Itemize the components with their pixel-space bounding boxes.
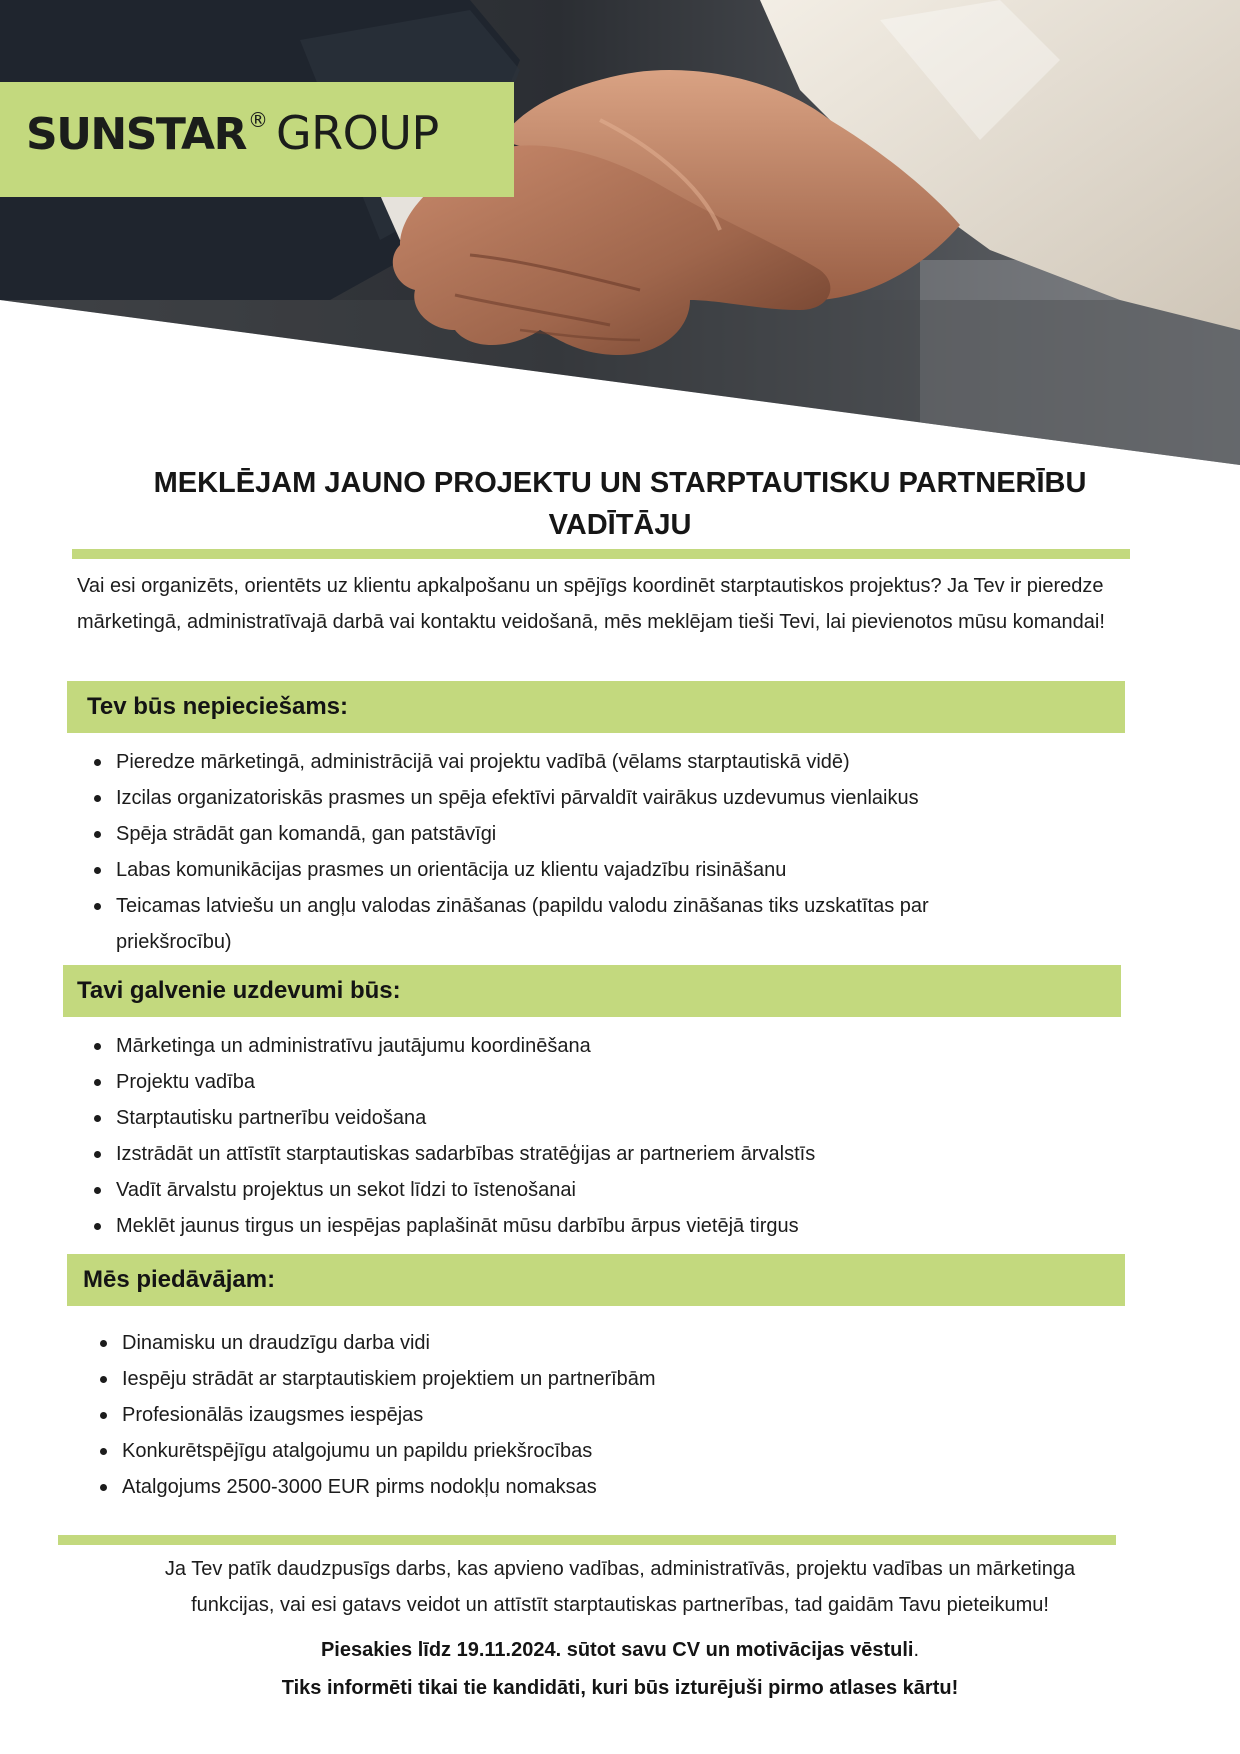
closing-line-1: Ja Tev patīk daudzpusīgs darbs, kas apvieno vadības, administratīvās, projektu vadības un mārketinga xyxy=(164,1558,1076,1580)
list-item: Iespēju strādāt ar starptautiskiem projektiem un partnerībām xyxy=(94,1361,1094,1397)
deadline-period: . xyxy=(913,1639,920,1661)
deadline-text: Piesakies līdz 19.11.2024. sūtot savu CV un motivācijas vēstuli xyxy=(320,1639,914,1661)
list-item: Dinamisku un draudzīgu darba vidi xyxy=(94,1325,1094,1361)
intro-paragraph: Vai esi organizēts, orientēts uz klientu apkalpošanu un spējīgs koordinēt starptautiskos projektus? Ja Tev ir pieredze mārketingā, administratīvajā darbā vai kontaktu veidošanā, mēs meklējam tieši Tevi, lai pievienotos mūsu komandai! xyxy=(77,575,1105,633)
list-item: Pieredze mārketingā, administrācijā vai projektu vadībā (vēlams starptautiskā vidē) xyxy=(88,744,1048,780)
title-line-1: MEKLĒJAM JAUNO PROJEKTU UN STARPTAUTISKU PARTNERĪBU xyxy=(153,467,1087,499)
offer-list xyxy=(94,1325,1094,1505)
title-line-2: VADĪTĀJU xyxy=(548,509,692,541)
sunstar-group-logo xyxy=(26,106,439,160)
section-title: Mēs piedāvājam: xyxy=(83,1266,276,1293)
list-item: Meklēt jaunus tirgus un iespējas paplašināt mūsu darbību ārpus vietējā tirgus xyxy=(88,1208,1088,1244)
page-title xyxy=(90,462,1150,546)
logo-group: GROUP xyxy=(275,106,439,160)
section-header-requirements xyxy=(67,681,1125,733)
list-item: Mārketinga un administratīvu jautājumu koordinēšana xyxy=(88,1028,1088,1064)
list-item: Atalgojums 2500-3000 EUR pirms nodokļu nomaksas xyxy=(94,1469,1094,1505)
requirements-list xyxy=(88,744,1048,960)
list-item: Izstrādāt un attīstīt starptautiskas sadarbības stratēģijas ar partneriem ārvalstīs xyxy=(88,1136,1088,1172)
section-header-offer xyxy=(67,1254,1125,1306)
handshake-photo xyxy=(0,0,1240,470)
divider-top xyxy=(72,549,1130,559)
section-title: Tavi galvenie uzdevumi būs: xyxy=(77,977,401,1004)
registered-mark: ® xyxy=(247,108,268,132)
list-item: Projektu vadība xyxy=(88,1064,1088,1100)
list-item: Spēja strādāt gan komandā, gan patstāvīgi xyxy=(88,816,1048,852)
logo-brand: SUNSTAR xyxy=(26,109,246,160)
application-note xyxy=(70,1631,1170,1707)
list-item: Profesionālās izaugsmes iespējas xyxy=(94,1397,1094,1433)
closing-paragraph xyxy=(70,1551,1170,1623)
section-title: Tev būs nepieciešams: xyxy=(87,693,348,720)
list-item: Vadīt ārvalstu projektus un sekot līdzi to īstenošanai xyxy=(88,1172,1088,1208)
list-item: Teicamas latviešu un angļu valodas zināšanas (papildu valodu zināšanas tiks uzskatītas par priekšrocību) xyxy=(88,888,1048,960)
list-item: Konkurētspējīgu atalgojumu un papildu priekšrocības xyxy=(94,1433,1094,1469)
closing-line-2: funkcijas, vai esi gatavs veidot un attīstīt starptautiskas partnerības, tad gaidām Tavu pieteikumu! xyxy=(191,1594,1049,1616)
logo-banner xyxy=(0,82,514,197)
list-item: Starptautisku partnerību veidošana xyxy=(88,1100,1088,1136)
list-item: Labas komunikācijas prasmes un orientācija uz klientu vajadzību risināšanu xyxy=(88,852,1048,888)
section-header-tasks xyxy=(63,965,1121,1017)
divider-bottom xyxy=(58,1535,1116,1545)
shortlist-note: Tiks informēti tikai tie kandidāti, kuri būs izturējuši pirmo atlases kārtu! xyxy=(281,1677,959,1699)
list-item: Izcilas organizatoriskās prasmes un spēja efektīvi pārvaldīt vairākus uzdevumus vienlaikus xyxy=(88,780,1048,816)
tasks-list xyxy=(88,1028,1088,1244)
